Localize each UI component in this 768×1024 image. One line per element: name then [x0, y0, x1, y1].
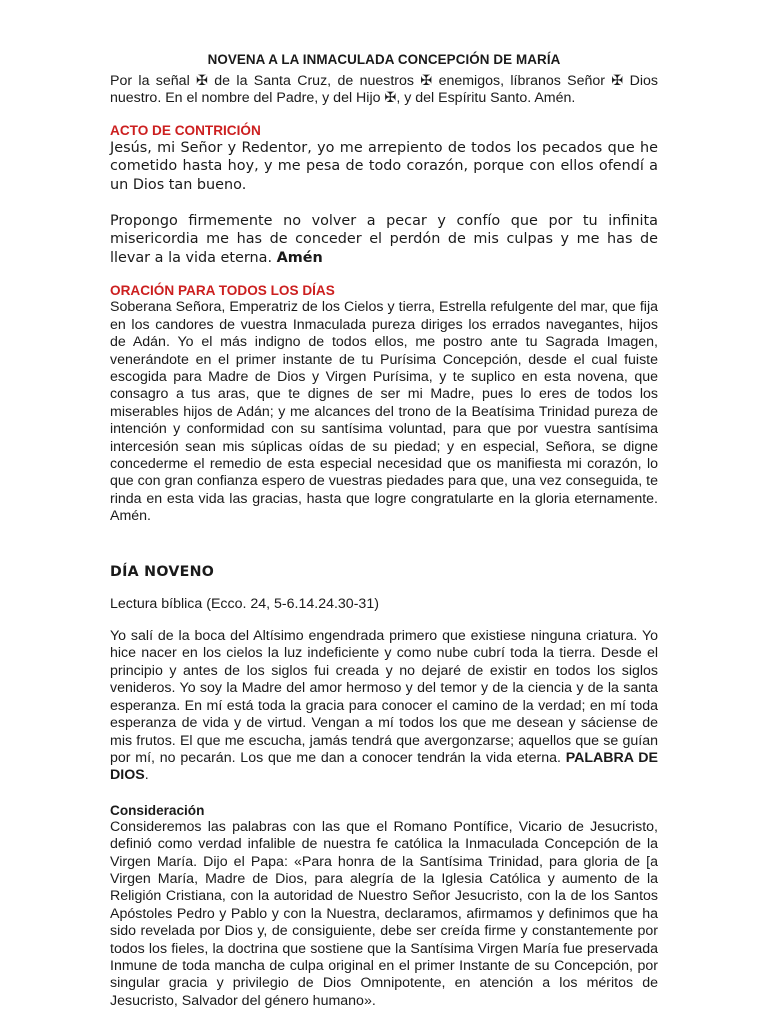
lectura-paragraph	[110, 628, 658, 785]
lectura-text: Yo salí de la boca del Altísimo engendrada primero que existiese ninguna criatura. Yo hice nacer en los cielos la luz indeficiente y como nube cubrí toda la tierra. Desde el principio y antes de los siglos fui creada y no dejaré de existir en todos los siglos venideros. Yo soy la Madre del amor hermoso y del temor y de la ciencia y de la santa esperanza. En mí está toda la gracia para conocer el camino de la verdad; en mí toda esperanza de vida y de virtud. Vengan a mí todos los que me desean y sáciense de mis frutos. El que me escucha, jamás tendrá que avergonzarse; aquellos que se guían por mí, no pecarán. Los que me dan a conocer tendrán la vida eterna.	[110, 628, 658, 766]
contricion-amen: Amén	[276, 249, 323, 266]
oracion-paragraph: Soberana Señora, Emperatriz de los Cielos y tierra, Estrella refulgente del mar, que fija en los candores de vuestra Inmaculada pureza diriges los errados navegantes, hijos de Adán. Yo el más indigno de todos ellos, me postro ante tu Sagrada Imagen, venerándote en el primer instante de tu Purísima Concepción, desde el cual fuiste escogida para Madre de Dios y Virgen Purísima, y te suplico en esta novena, que consagro a tus aras, que te dignes de ser mi Madre, pues lo eres de todos los miserables hijos de Adán; y me alcances del trono de la Beatísima Trinidad pureza de intención y conformidad con su santísima voluntad, para que por vuestra santísima intercesión sean mis súplicas oídas de su piedad; y en especial, Señora, se digne concederme el remedio de esta especial necesidad que os manifiesta mi corazón, lo que con gran confianza espero de vuestras piedades para que, una vez conseguida, te rinda en esta vida las gracias, hasta que logre congratularte en la gloria eternamente. Amén.	[110, 299, 658, 525]
lectura-end-period: .	[144, 767, 149, 784]
dia-heading: DÍA NOVENO	[110, 563, 215, 580]
consideracion-paragraph: Consideremos las palabras con las que el Romano Pontífice, Vicario de Jesucristo, definió como verdad infalible de nuestra fe católica la Inmaculada Concepción de la Virgen María. Dijo el Papa: «Para honra de la Santísima Trinidad, para gloria de [a Virgen María, Madre de Dios, para alegría de la Iglesia Católica y aumento de la Religión Cristiana, con la autoridad de Nuestro Señor Jesucristo, con la de los Santos Apóstoles Pedro y Pablo y con la Nuestra, declaramos, afirmamos y definimos que ha sido revelada por Dios y, de consiguiente, debe ser creída firme y constantemente por todos los fieles, la doctrina que sostiene que la Santísima Virgen María fue preservada Inmune de toda mancha de culpa original en el primer Instante de su Concepción, por singular gracia y privilegio de Dios Omnipotente, en atención a los méritos de Jesucristo, Salvador del género humano».	[110, 818, 658, 1009]
contricion-paragraph-2-text: Propongo firmemente no volver a pecar y confío que por tu infinita misericordia me has de conceder el perdón de mis culpas y me has de llevar a la vida eterna.	[110, 212, 658, 266]
oracion-heading: ORACIÓN PARA TODOS LOS DÍAS	[110, 283, 335, 299]
consideracion-heading: Consideración	[110, 802, 205, 818]
palabra-de-dios: PALABRA DE DIOS	[110, 749, 658, 784]
document-page	[110, 44, 658, 1010]
intro-paragraph: Por la señal ✠ de la Santa Cruz, de nuestros ✠ enemigos, líbranos Señor ✠ Dios nuestro. En el nombre del Padre, y del Hijo ✠, y del Espíritu Santo. Amén.	[110, 73, 658, 107]
contricion-paragraph-1: Jesús, mi Señor y Redentor, yo me arrepiento de todos los pecados que he cometido hasta hoy, y me pesa de todo corazón, porque con ellos ofendí a un Dios tan bueno.	[110, 139, 658, 193]
contricion-paragraph-2	[110, 212, 658, 268]
lectura-reference: Lectura bíblica (Ecco. 24, 5-6.14.24.30-31)	[110, 595, 379, 612]
page-title: NOVENA A LA INMACULADA CONCEPCIÓN DE MARÍA	[207, 52, 561, 67]
contricion-heading: ACTO DE CONTRICIÓN	[110, 122, 261, 138]
